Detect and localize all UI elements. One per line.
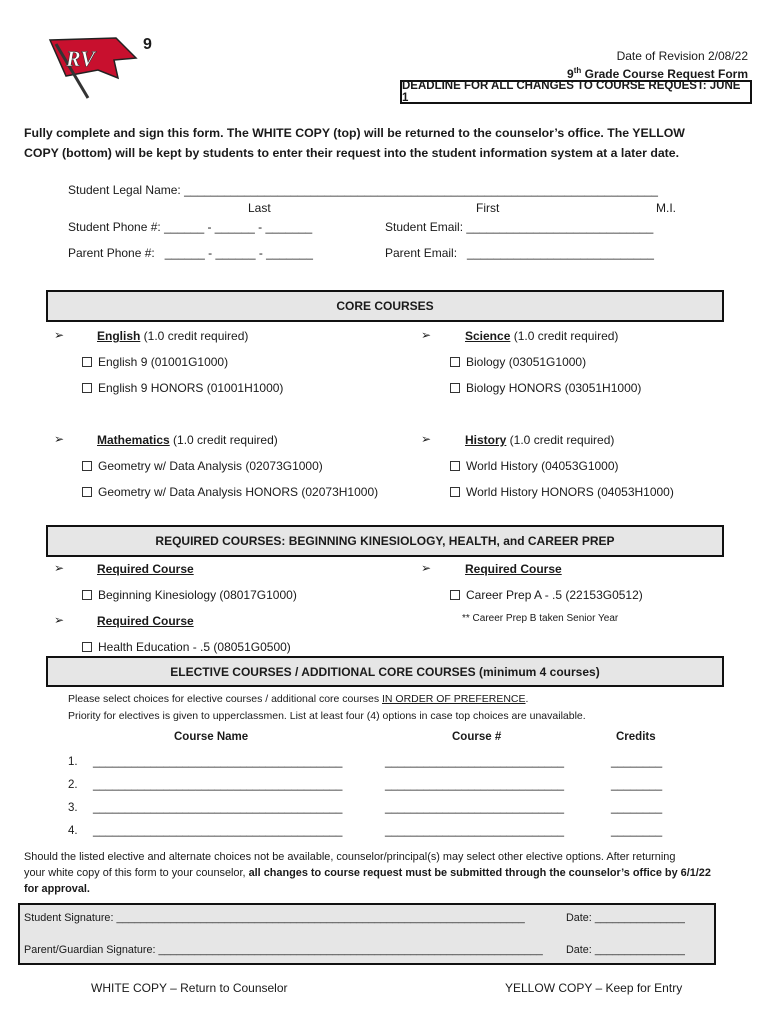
- mi-label: M.I.: [656, 201, 676, 215]
- checkbox-icon[interactable]: [82, 357, 92, 367]
- course-name-blank[interactable]: _______________________________________: [93, 802, 343, 814]
- course-number-blank[interactable]: ____________________________: [385, 802, 565, 814]
- deadline-box: DEADLINE FOR ALL CHANGES TO COURSE REQUEST: JUNE 1: [400, 80, 752, 104]
- credits-blank[interactable]: ________: [611, 802, 663, 814]
- world-history-option[interactable]: World History (04053G1000): [450, 459, 619, 473]
- student-legal-name[interactable]: Student Legal Name: _______________________________________________________________________: [68, 183, 658, 197]
- career-prep-note: ** Career Prep B taken Senior Year: [462, 613, 619, 624]
- career-prep-option[interactable]: Career Prep A - .5 (22153G0512): [450, 588, 643, 602]
- intro-text: Fully complete and sign this form. The WHITE COPY (top) will be returned to the counselor’s office. The YELLOW COPY (bottom) will be kept by students to enter their request into the student information system at a later date.: [24, 126, 685, 160]
- arrow-icon: ➢: [54, 561, 65, 575]
- parent-signature-field[interactable]: Parent/Guardian Signature: ________________________________________________________________: [24, 944, 543, 956]
- arrow-icon: ➢: [54, 328, 65, 342]
- geometry-honors-option[interactable]: Geometry w/ Data Analysis HONORS (02073H1000): [82, 485, 378, 499]
- col-course-number: Course #: [452, 731, 502, 743]
- checkbox-icon[interactable]: [82, 461, 92, 471]
- core-courses-header: CORE COURSES: [46, 290, 724, 322]
- checkbox-icon[interactable]: [450, 461, 460, 471]
- checkbox-icon[interactable]: [450, 487, 460, 497]
- svg-text:RV: RV: [66, 46, 95, 71]
- date-of-revision: Date of Revision 2/08/22: [616, 49, 748, 63]
- student-date-field[interactable]: Date: _______________: [566, 912, 685, 924]
- course-number-blank[interactable]: ____________________________: [385, 825, 565, 837]
- course-number-blank[interactable]: ____________________________: [385, 756, 565, 768]
- english-heading: English (1.0 credit required): [97, 329, 249, 343]
- required-course-heading: Required Course: [97, 614, 194, 628]
- credits-blank[interactable]: ________: [611, 779, 663, 791]
- science-heading: Science (1.0 credit required): [465, 329, 619, 343]
- signature-box: [18, 903, 716, 965]
- biology-honors-option[interactable]: Biology HONORS (03051H1000): [450, 381, 641, 395]
- credits-blank[interactable]: ________: [611, 756, 663, 768]
- form-title: 9th Grade Course Request Form: [567, 66, 748, 81]
- health-education-option[interactable]: Health Education - .5 (08051G0500): [82, 640, 291, 654]
- checkbox-icon[interactable]: [450, 357, 460, 367]
- required-course-heading: Required Course: [465, 562, 562, 576]
- elective-row[interactable]: 4. _______________________________________ ____________________________ ________: [68, 825, 663, 837]
- checkbox-icon[interactable]: [82, 642, 92, 652]
- elective-instructions: Please select choices for elective courses / additional core courses IN ORDER OF PREFERENCE. Priority for electives is given to upperclassmen. List at least four (4) options in case top choices are unavailable.: [68, 693, 586, 722]
- col-course-name: Course Name: [174, 731, 249, 743]
- elective-row[interactable]: 3. _______________________________________ ____________________________ ________: [68, 802, 663, 814]
- elective-row[interactable]: 2. _______________________________________ ____________________________ ________: [68, 779, 663, 791]
- history-heading: History (1.0 credit required): [465, 433, 615, 447]
- arrow-icon: ➢: [54, 613, 65, 627]
- world-history-honors-option[interactable]: World History HONORS (04053H1000): [450, 485, 674, 499]
- first-label: First: [476, 201, 500, 215]
- english-9-honors-option[interactable]: English 9 HONORS (01001H1000): [82, 381, 283, 395]
- geometry-option[interactable]: Geometry w/ Data Analysis (02073G1000): [82, 459, 323, 473]
- school-logo: [36, 30, 141, 102]
- required-course-heading: Required Course: [97, 562, 194, 576]
- col-credits: Credits: [616, 731, 656, 743]
- course-name-blank[interactable]: _______________________________________: [93, 825, 343, 837]
- kinesiology-option[interactable]: Beginning Kinesiology (08017G1000): [82, 588, 297, 602]
- course-number-blank[interactable]: ____________________________: [385, 779, 565, 791]
- checkbox-icon[interactable]: [450, 383, 460, 393]
- arrow-icon: ➢: [421, 328, 432, 342]
- parent-email-field[interactable]: Parent Email: ____________________________: [385, 246, 654, 260]
- page-number: 9: [143, 36, 152, 53]
- arrow-icon: ➢: [54, 432, 65, 446]
- parent-phone-field[interactable]: Parent Phone #: ______ - ______ - _______: [68, 246, 313, 260]
- credits-blank[interactable]: ________: [611, 825, 663, 837]
- checkbox-icon[interactable]: [450, 590, 460, 600]
- checkbox-icon[interactable]: [82, 487, 92, 497]
- biology-option[interactable]: Biology (03051G1000): [450, 355, 586, 369]
- math-heading: Mathematics (1.0 credit required): [97, 433, 278, 447]
- student-email-field[interactable]: Student Email: ____________________________: [385, 220, 654, 234]
- student-phone-field[interactable]: Student Phone #: ______ - ______ - _______: [68, 220, 313, 234]
- elective-row[interactable]: 1. _______________________________________ ____________________________ ________: [68, 756, 663, 768]
- checkbox-icon[interactable]: [82, 590, 92, 600]
- required-courses-header: REQUIRED COURSES: BEGINNING KINESIOLOGY, HEALTH, and CAREER PREP: [46, 525, 724, 557]
- student-signature-field[interactable]: Student Signature: ____________________________________________________________________: [24, 912, 525, 924]
- course-name-blank[interactable]: _______________________________________: [93, 756, 343, 768]
- yellow-copy-label: YELLOW COPY – Keep for Entry: [505, 981, 683, 995]
- last-label: Last: [248, 201, 271, 215]
- checkbox-icon[interactable]: [82, 383, 92, 393]
- white-copy-label: WHITE COPY – Return to Counselor: [91, 981, 288, 995]
- course-name-blank[interactable]: _______________________________________: [93, 779, 343, 791]
- english-9-option[interactable]: English 9 (01001G1000): [82, 355, 228, 369]
- elective-courses-header: ELECTIVE COURSES / ADDITIONAL CORE COURSES (minimum 4 courses): [46, 656, 724, 687]
- arrow-icon: ➢: [421, 561, 432, 575]
- parent-date-field[interactable]: Date: _______________: [566, 944, 685, 956]
- approval-note: Should the listed elective and alternate choices not be available, counselor/principal(s) may select other elective options. After returning your white copy of this form to your counselor, all changes to course request must be submitted through the counselor’s office by 6/1/22 for approval.: [24, 851, 711, 895]
- arrow-icon: ➢: [421, 432, 432, 446]
